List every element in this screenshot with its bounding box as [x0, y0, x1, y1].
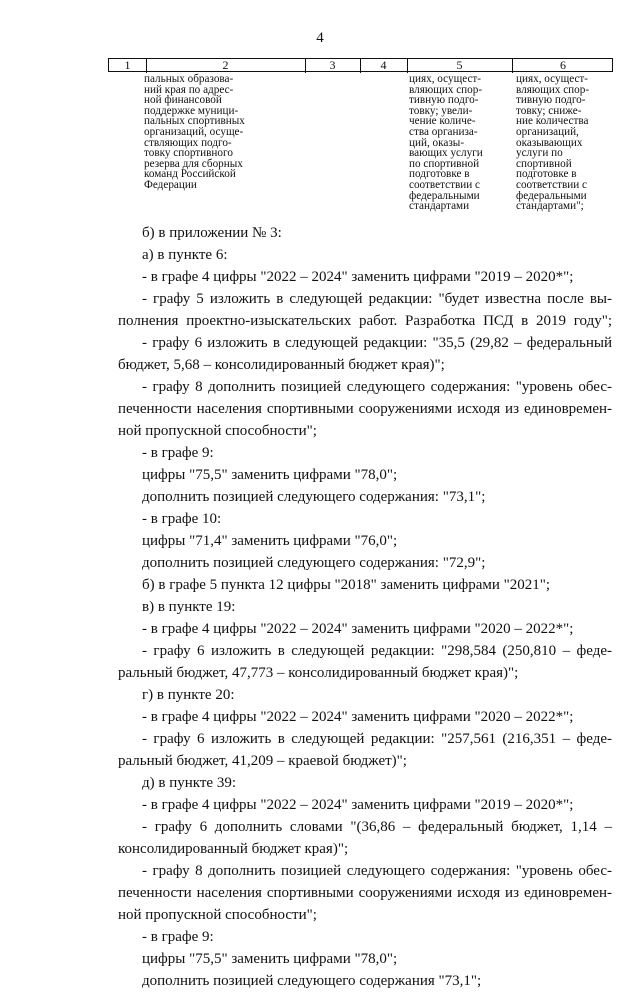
text-line: цифры "71,4" заменить цифрами "76,0"; [142, 533, 398, 549]
text-line: - графу 8 дополнить позицией следующего содержания: "уровень обес- [142, 863, 612, 879]
table-cell-col-2: пальных образова- ний края по адрес- ной финансовой поддержке муници- пальных спортивных организаций, осуще- ствляющих подго- товку спортивного резерва для сборных команд Российской Федерации [144, 73, 245, 191]
text-line: - в графе 9: [142, 929, 214, 945]
text-line: - в графе 10: [142, 511, 222, 527]
table-header-col-3: 3 [329, 58, 336, 72]
text-line: - в графе 4 цифры "2022 – 2024" заменить цифрами "2020 – 2022*"; [142, 621, 574, 637]
table-header-col-5: 5 [456, 58, 463, 72]
text-line: консолидированный бюджет края)"; [118, 841, 349, 857]
table-header-row [108, 58, 613, 72]
text-line: бюджет, 5,68 – консолидированный бюджет края)"; [118, 357, 445, 373]
table-header-col-1: 1 [124, 58, 131, 72]
text-line: дополнить позицией следующего содержания "73,1"; [142, 973, 482, 989]
text-line: - в графе 4 цифры "2022 – 2024" заменить цифрами "2020 – 2022*"; [142, 709, 574, 725]
text-line: печенности населения спортивными сооружениями исходя из единовремен- [118, 885, 612, 901]
text-line: - графу 6 дополнить словами "(36,86 – федеральный бюджет, 1,14 – [142, 819, 612, 835]
text-line: в) в пункте 19: [142, 599, 236, 615]
table-cell-col-5: циях, осущест- вляющих спор- тивную подго- товку; увели- чение количе- ства организа- ций, оказы- вающих услуги по спортивной подготовке в соответствии с федеральными стандартами [409, 73, 483, 213]
text-line: - в графе 4 цифры "2022 – 2024" заменить цифрами "2019 – 2020*"; [142, 269, 574, 285]
text-line: - графу 6 изложить в следующей редакции: "257,561 (216,351 – феде- [142, 731, 612, 747]
text-line: б) в приложении № 3: [142, 225, 282, 241]
text-line: - графу 8 дополнить позицией следующего содержания: "уровень обес- [142, 379, 612, 395]
text-line: цифры "75,5" заменить цифрами "78,0"; [142, 951, 398, 967]
text-line: - в графе 4 цифры "2022 – 2024" заменить цифрами "2019 – 2020*"; [142, 797, 574, 813]
text-line: - графу 5 изложить в следующей редакции: "будет известна после вы- [142, 291, 612, 307]
text-line: - в графе 9: [142, 445, 214, 461]
page-number: 4 [316, 30, 324, 46]
table-cell-col-6: циях, осущест- вляющих спор- тивную подго- товку; сниже- ние количества организаций, оказывающих услуги по спортивной подготовке в соответствии с федеральными стандартами"; [516, 73, 590, 213]
table-header-col-6: 6 [560, 58, 566, 72]
text-line: д) в пункте 39: [142, 775, 236, 791]
text-line: ной пропускной способности"; [118, 423, 317, 439]
text-line: печенности населения спортивными сооружениями исходя из единовремен- [118, 401, 612, 417]
text-line: полнения проектно-изыскательских работ. Разработка ПСД в 2019 году"; [118, 313, 612, 329]
text-line: дополнить позицией следующего содержания: "73,1"; [142, 489, 486, 505]
text-line: - графу 6 изложить в следующей редакции: "35,5 (29,82 – федеральный [142, 335, 612, 351]
text-line: б) в графе 5 пункта 12 цифры "2018" заменить цифрами "2021"; [142, 577, 551, 593]
text-line: ной пропускной способности"; [118, 907, 317, 923]
text-line: г) в пункте 20: [142, 687, 235, 703]
table-header-col-2: 2 [222, 58, 229, 72]
text-line: ральный бюджет, 47,773 – консолидированный бюджет края)"; [118, 665, 519, 681]
text-line: дополнить позицией следующего содержания: "72,9"; [142, 555, 486, 571]
table-header-col-4: 4 [380, 58, 387, 72]
text-line: ральный бюджет, 41,209 – краевой бюджет)"; [118, 753, 407, 769]
table-fragment [108, 58, 613, 215]
text-line: - графу 6 изложить в следующей редакции: "298,584 (250,810 – феде- [142, 643, 612, 659]
text-line: цифры "75,5" заменить цифрами "78,0"; [142, 467, 398, 483]
text-line: а) в пункте 6: [142, 247, 228, 263]
